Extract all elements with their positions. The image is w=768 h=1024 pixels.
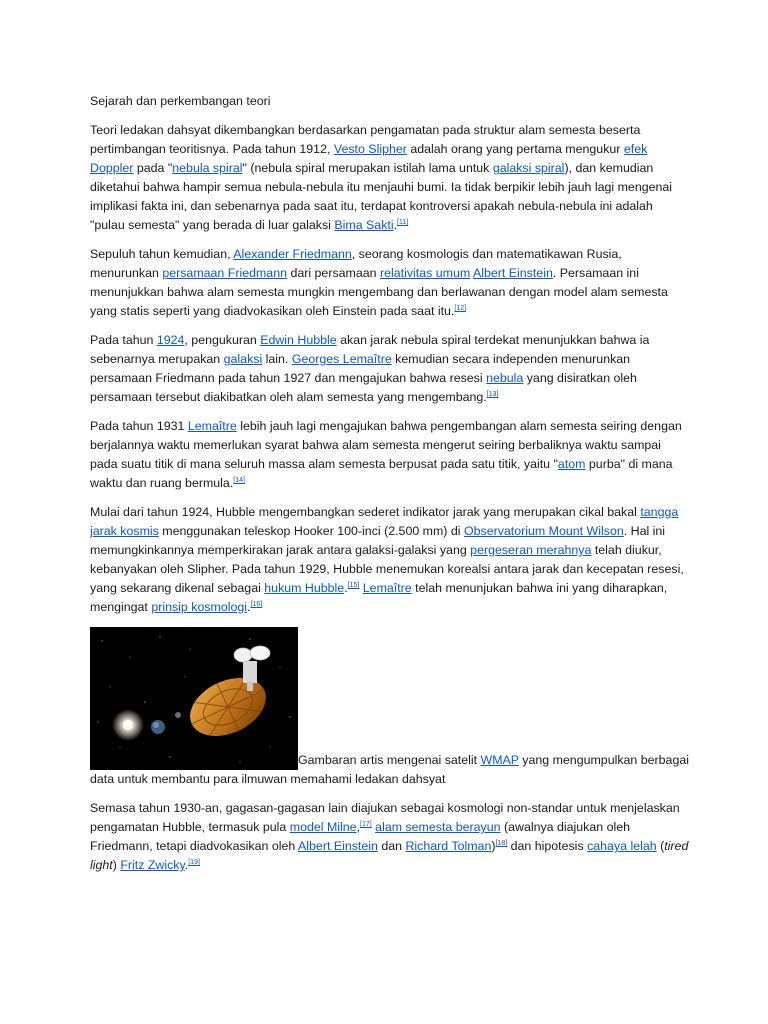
text: Sepuluh tahun kemudian,	[90, 247, 234, 261]
section-heading: Sejarah dan perkembangan teori	[90, 94, 271, 108]
link-georges-lemaitre[interactable]: Georges Lemaître	[291, 352, 392, 366]
text: . Hal ini memungkinkannya memperkirakan jarak antara galaksi-galaksi yang	[90, 524, 666, 557]
text: Teori ledakan dahsyat dikembangkan berdasarkan pengamatan pada struktur alam semesta beserta pertimbangan teoritisnya. Pada tahun 1912,	[90, 123, 641, 156]
text: telah menunjukan bahwa ini yang diharapkan, mengingat	[90, 581, 668, 614]
citation-15[interactable]: [15]	[347, 582, 360, 589]
link-lemaitre-2[interactable]: Lemaître	[362, 581, 412, 595]
link-fritz-zwicky[interactable]: Fritz Zwicky	[120, 858, 185, 872]
paragraph-1	[90, 121, 690, 235]
text: dan	[377, 839, 406, 853]
link-wmap[interactable]: WMAP	[480, 753, 519, 767]
text: yang mengumpulkan berbagai data untuk membantu para ilmuwan memahami ledakan dahsyat	[90, 753, 689, 786]
text: .	[344, 581, 348, 595]
link-albert-einstein[interactable]: Albert Einstein	[472, 266, 553, 280]
link-cahaya-lelah[interactable]: cahaya lelah	[587, 839, 657, 853]
citation-11[interactable]: [11]	[397, 219, 409, 226]
text: ,	[356, 820, 361, 834]
link-nebula[interactable]: nebula	[486, 371, 524, 385]
link-atom[interactable]: atom	[557, 457, 586, 471]
text: akan jarak nebula spiral terdekat menunjukkan bahwa ia sebenarnya merupakan	[90, 333, 650, 366]
text: dari persamaan	[287, 266, 380, 280]
text: (	[656, 839, 665, 853]
link-richard-tolman[interactable]: Richard Tolman	[405, 839, 492, 853]
text: Pada tahun 1931	[90, 419, 188, 433]
text: purba" di mana waktu dan ruang bermula.	[90, 457, 673, 490]
text: .	[247, 600, 251, 614]
text: adalah orang yang pertama mengukur	[406, 142, 624, 156]
text: dan hipotesis	[507, 839, 588, 853]
citation-13[interactable]: [13]	[486, 391, 499, 398]
text: Pada tahun	[90, 333, 157, 347]
italic-term: tired light	[90, 839, 689, 872]
paragraph-5	[90, 503, 690, 617]
link-efek-doppler[interactable]: efek Doppler	[90, 142, 648, 175]
text: menggunakan teleskop Hooker 100-inci (2.500 mm) di	[158, 524, 464, 538]
text: ), dan kemudian diketahui bahwa hampir semua nebula-nebula itu menjauhi bumi. Ia tidak berpikir lebih jauh lagi mengenai implikasi fakta ini, dan sebenarnya pada saat itu, terdapat kontroversi apakah nebula-nebula ini adalah "pulau semesta" yang berada di luar galaksi	[90, 161, 673, 232]
text: . Persamaan ini menunjukkan bahwa alam semesta mungkin mengembang dan berlawanan dengan model alam semesta yang statis seperti yang diadvokasikan oleh Einstein pada saat itu.	[90, 266, 668, 318]
paragraph-3	[90, 331, 690, 407]
citation-17[interactable]: [17]	[360, 821, 372, 828]
link-edwin-hubble[interactable]: Edwin Hubble	[260, 333, 337, 347]
link-galaksi-spiral[interactable]: galaksi spiral	[492, 161, 565, 175]
link-prinsip-kosmologi[interactable]: prinsip kosmologi	[151, 600, 248, 614]
text: lain.	[262, 352, 292, 366]
paragraph-2	[90, 245, 690, 321]
paragraph-6	[90, 799, 690, 875]
link-hukum-hubble[interactable]: hukum Hubble	[264, 581, 345, 595]
link-bima-sakti[interactable]: Bima Sakti	[334, 218, 394, 232]
link-persamaan-friedmann[interactable]: persamaan Friedmann	[162, 266, 287, 280]
link-1924[interactable]: 1924	[156, 333, 185, 347]
figure-caption-row	[90, 627, 690, 789]
link-model-milne[interactable]: model Milne	[289, 820, 357, 834]
text: Mulai dari tahun 1924, Hubble mengembangkan sederet indikator jarak yang merupakan cikal bakal	[90, 505, 641, 519]
text: )	[112, 858, 121, 872]
text: kemudian secara independen menurunkan persamaan Friedmann pada tahun 1927 dan mengajukan bahwa resesi	[90, 352, 631, 385]
link-alexander-friedmann[interactable]: Alexander Friedmann	[233, 247, 352, 261]
text: , pengukuran	[184, 333, 261, 347]
link-lemaitre[interactable]: Lemaître	[187, 419, 237, 433]
text: , seorang kosmologis dan matematikawan Rusia, menurunkan	[90, 247, 622, 280]
citation-16[interactable]: [16]	[250, 601, 263, 608]
text: .	[184, 858, 189, 872]
text: " (nebula spiral merupakan istilah lama untuk	[242, 161, 493, 175]
link-tangga-jarak-kosmis[interactable]: tangga jarak kosmis	[90, 505, 679, 538]
link-alam-semesta-berayun[interactable]: alam semesta berayun	[375, 820, 501, 834]
text: yang disiratkan oleh persamaan tersebut diakibatkan oleh alam semesta yang mengembang.	[90, 371, 637, 404]
citation-19[interactable]: [19]	[188, 859, 200, 866]
link-pergeseran-merahnya[interactable]: pergeseran merahnya	[470, 543, 592, 557]
link-observatorium-mount-wilson[interactable]: Observatorium Mount Wilson	[463, 524, 624, 538]
text: )	[491, 839, 496, 853]
link-relativitas-umum[interactable]: relativitas umum	[379, 266, 471, 280]
text: lebih jauh lagi mengajukan bahwa pengembangan alam semesta seiring dengan berjalannya waktu memerlukan syarat bahwa alam semesta mengerut seiring berbaliknya waktu sampai pada suatu titik di mana seluruh massa alam semesta berpusat pada satu titik, yaitu "	[90, 419, 682, 471]
citation-18[interactable]: [18]	[495, 840, 508, 847]
citation-14[interactable]: [14]	[233, 477, 245, 484]
paragraph-4	[90, 417, 690, 493]
text: pada "	[133, 161, 173, 175]
text: Semasa tahun 1930-an, gagasan-gagasan lain diajukan sebagai kosmologi non-standar untuk menjelaskan pengamatan Hubble, termasuk pula	[90, 801, 680, 834]
wmap-satellite-image[interactable]	[90, 627, 298, 770]
link-galaksi[interactable]: galaksi	[223, 352, 263, 366]
link-nebula-spiral[interactable]: nebula spiral	[172, 161, 243, 175]
link-vesto-slipher[interactable]: Vesto Slipher	[333, 142, 407, 156]
text: telah diukur, kebanyakan oleh Slipher. Pada tahun 1929, Hubble menemukan korealsi antara jarak dan kecepatan resesi, yang sekarang dikenal sebagai	[90, 543, 684, 595]
text: Gambaran artis mengenai satelit	[298, 753, 481, 767]
link-albert-einstein-2[interactable]: Albert Einstein	[298, 839, 378, 853]
article	[90, 92, 690, 885]
text: (awalnya diajukan oleh Friedmann, tetapi diadvokasikan oleh	[90, 820, 631, 853]
citation-12[interactable]: [12]	[454, 305, 467, 312]
text: .	[393, 218, 398, 232]
